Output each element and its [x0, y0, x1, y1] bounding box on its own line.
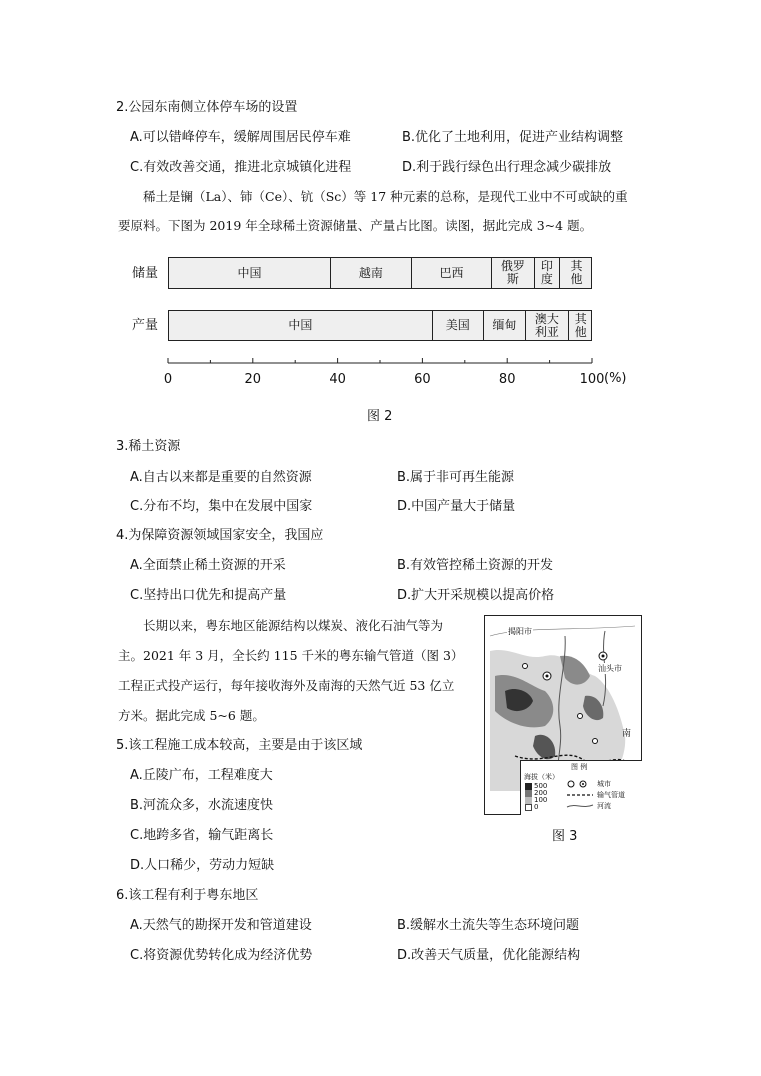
map-label-sea: 南	[622, 729, 632, 739]
q5-option-d: D.人口稀少，劳动力短缺	[130, 858, 275, 873]
q6-option-a: A.天然气的勘探开发和管道建设	[130, 918, 312, 933]
q3-option-c: C.分布不均，集中在发展中国家	[130, 499, 313, 514]
category-label-reserves: 储量	[132, 266, 159, 281]
q4-option-d: D.扩大开采规模以提高价格	[397, 588, 555, 603]
segment-label: 其他	[570, 259, 583, 286]
q6-option-b: B.缓解水土流失等生态环境问题	[397, 918, 580, 933]
intro1-line1: 稀土是镧（La）、铈（Ce）、钪（Sc）等 17 种元素的总称，是现代工业中不可或缺的重	[143, 189, 628, 204]
q2-option-d: D.利于践行绿色出行理念减少碳排放	[402, 160, 612, 175]
q5-option-a: A.丘陵广布，工程难度大	[130, 768, 273, 783]
intro2-line2: 主。2021 年 3 月，全长约 115 千米的粤东输气管道（图 3）	[118, 648, 464, 663]
q3-option-d: D.中国产量大于储量	[397, 499, 516, 514]
chart-axis	[0, 0, 761, 400]
x-tick-label: 0	[163, 372, 173, 387]
q4-option-c: C.坚持出口优先和提高产量	[130, 588, 287, 603]
legend-city: 城市	[597, 780, 611, 788]
map-legend	[520, 760, 642, 815]
figure-2-caption: 图 2	[367, 409, 393, 424]
legend-elev-500: 500	[534, 782, 548, 790]
x-tick-label: 20	[244, 372, 262, 387]
x-tick-label: 40	[329, 372, 346, 387]
intro2-line4: 方米。据此完成 5~6 题。	[118, 708, 265, 723]
legend-swatch-500	[525, 783, 532, 790]
legend-elevation-title: 海拔（米）	[524, 773, 559, 781]
q4-option-a: A.全面禁止稀土资源的开采	[130, 558, 286, 573]
q4-stem: 4.为保障资源领域国家安全，我国应	[116, 528, 324, 543]
legend-title: 图 例	[571, 763, 588, 771]
q2-option-a: A.可以错峰停车，缓解周围居民停车难	[130, 130, 351, 145]
legend-pipeline: 输气管道	[597, 791, 625, 799]
intro2-line1: 长期以来，粤东地区能源结构以煤炭、液化石油气等为	[143, 618, 444, 633]
legend-swatch-200	[525, 790, 532, 797]
q2-option-b: B.优化了土地利用，促进产业结构调整	[402, 130, 624, 145]
map-label-jieyang: 揭阳市	[508, 627, 532, 636]
segment-label: 俄罗斯	[500, 259, 525, 286]
segment-label: 越南	[358, 265, 383, 280]
legend-swatch-0	[525, 804, 532, 811]
segment-label: 巴西	[439, 265, 464, 280]
q6-stem: 6.该工程有利于粤东地区	[116, 888, 259, 903]
q2-stem: 2.公园东南侧立体停车场的设置	[116, 100, 298, 115]
intro2-line3: 工程正式投产运行，每年接收海外及南海的天然气近 53 亿立	[118, 678, 455, 693]
q3-option-b: B.属于非可再生能源	[397, 470, 515, 485]
intro1-line2: 要原料。下图为 2019 年全球稀土资源储量、产量占比图。读图，据此完成 3~4 题。	[118, 218, 593, 233]
legend-elev-100: 100	[534, 796, 548, 804]
x-tick-label: 100	[579, 372, 605, 387]
q5-option-c: C.地跨多省，输气距离长	[130, 828, 274, 843]
category-label-production: 产量	[132, 318, 159, 333]
segment-label: 印度	[540, 259, 553, 286]
q4-option-b: B.有效管控稀土资源的开发	[397, 558, 554, 573]
q5-option-b: B.河流众多，水流速度快	[130, 798, 274, 813]
legend-symbols	[565, 779, 595, 813]
q6-option-c: C.将资源优势转化成为经济优势	[130, 948, 313, 963]
segment-label: 中国	[237, 265, 262, 280]
x-tick-label: 60	[414, 372, 431, 387]
legend-elev-0: 0	[534, 803, 539, 811]
legend-river: 河流	[597, 802, 611, 810]
q3-option-a: A.自古以来都是重要的自然资源	[130, 470, 312, 485]
segment-label: 美国	[445, 318, 470, 332]
segment-label: 中国	[288, 318, 313, 332]
legend-elev-200: 200	[534, 789, 548, 797]
figure-3-caption: 图 3	[552, 829, 578, 844]
q5-stem: 5.该工程施工成本较高，主要是由于该区域	[116, 738, 363, 753]
q3-stem: 3.稀土资源	[116, 439, 181, 454]
x-tick-label: 80	[498, 372, 516, 387]
q6-option-d: D.改善天气质量，优化能源结构	[397, 948, 581, 963]
legend-swatch-100	[525, 797, 532, 804]
segment-label: 其他	[574, 311, 587, 339]
q2-option-c: C.有效改善交通，推进北京城镇化进程	[130, 160, 352, 175]
segment-label: 缅甸	[492, 318, 517, 332]
map-label-shantou: 汕头市	[598, 664, 622, 673]
segment-label: 澳大利亚	[534, 311, 559, 339]
x-axis-unit: (%)	[604, 371, 627, 386]
